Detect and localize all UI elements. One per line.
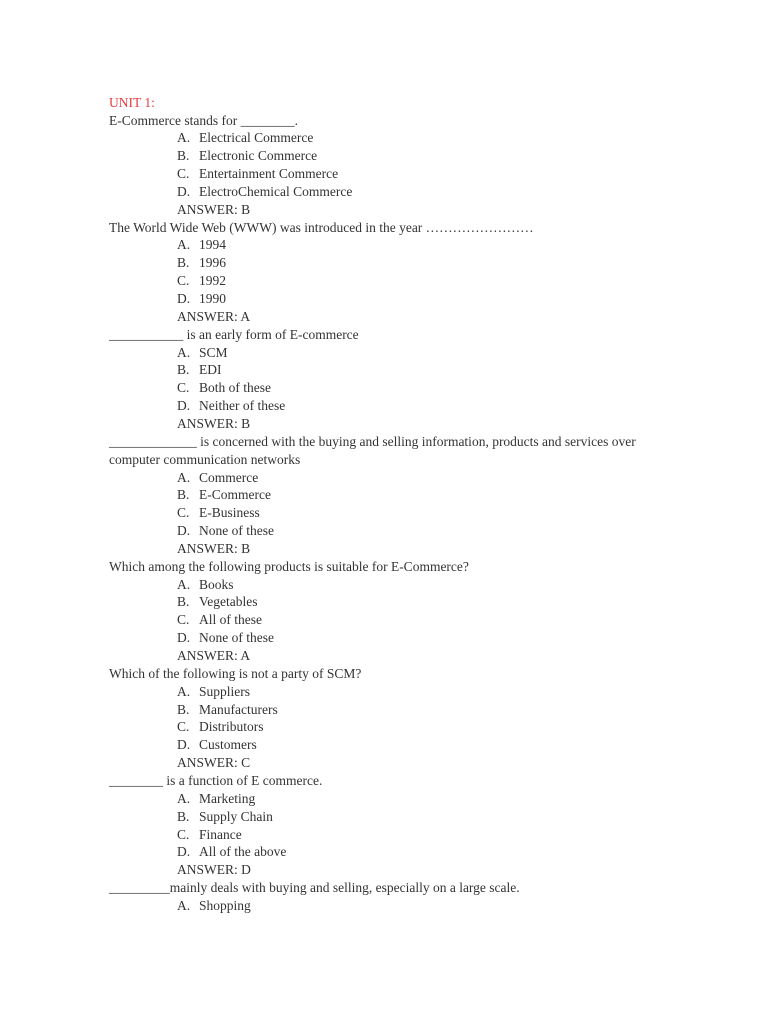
option-item bbox=[177, 576, 234, 594]
option-item bbox=[177, 361, 222, 379]
option-item bbox=[177, 397, 285, 415]
option-text: Neither of these bbox=[199, 398, 286, 414]
option-text: Suppliers bbox=[199, 683, 251, 699]
option-item bbox=[177, 504, 260, 522]
option-text: 1994 bbox=[199, 237, 226, 253]
option-letter: B. bbox=[177, 362, 190, 378]
option-item bbox=[177, 379, 271, 397]
option-letter: D. bbox=[177, 398, 191, 414]
option-text: SCM bbox=[199, 344, 228, 360]
option-letter: A. bbox=[177, 576, 191, 592]
option-text: E-Business bbox=[199, 505, 260, 521]
option-letter: A. bbox=[177, 130, 191, 146]
answer-line: ANSWER: D bbox=[177, 862, 251, 878]
answer-line: ANSWER: B bbox=[177, 415, 251, 431]
option-text: Vegetables bbox=[199, 594, 258, 610]
option-item bbox=[177, 736, 257, 754]
answer-line: ANSWER: A bbox=[177, 648, 251, 663]
option-letter: D. bbox=[177, 183, 191, 199]
option-letter: C. bbox=[177, 273, 190, 289]
option-item bbox=[177, 843, 286, 861]
option-text: All of these bbox=[199, 612, 262, 628]
option-letter: C. bbox=[177, 380, 190, 396]
option-text: 1990 bbox=[199, 291, 226, 306]
option-letter: B. bbox=[177, 148, 190, 164]
option-text: Supply Chain bbox=[199, 808, 273, 824]
option-item bbox=[177, 290, 226, 308]
option-text: All of the above bbox=[199, 844, 287, 860]
option-item bbox=[177, 826, 242, 844]
option-text: Electrical Commerce bbox=[199, 130, 314, 146]
option-letter: D. bbox=[177, 291, 191, 306]
option-text: Shopping bbox=[199, 897, 251, 913]
option-item bbox=[177, 272, 226, 290]
option-text: EDI bbox=[199, 362, 222, 378]
option-item bbox=[177, 147, 317, 165]
option-item bbox=[177, 486, 271, 504]
option-item bbox=[177, 897, 251, 915]
option-text: Commerce bbox=[199, 469, 259, 485]
option-letter: A. bbox=[177, 344, 191, 360]
option-letter: B. bbox=[177, 701, 190, 717]
option-letter: A. bbox=[177, 790, 191, 806]
unit-heading: UNIT 1: bbox=[109, 95, 155, 110]
option-text: 1996 bbox=[199, 255, 226, 271]
option-item bbox=[177, 344, 228, 362]
option-letter: A. bbox=[177, 469, 191, 485]
option-text: Both of these bbox=[199, 380, 271, 396]
answer-line: ANSWER: B bbox=[177, 201, 251, 217]
question-text: ___________ is an early form of E-commerce bbox=[109, 326, 359, 342]
option-letter: A. bbox=[177, 897, 191, 913]
option-letter: A. bbox=[177, 683, 191, 699]
option-letter: A. bbox=[177, 237, 191, 253]
option-letter: C. bbox=[177, 826, 190, 842]
answer-line: ANSWER: A bbox=[177, 308, 251, 324]
option-letter: C. bbox=[177, 505, 190, 521]
option-text: 1992 bbox=[199, 273, 226, 289]
option-letter: B. bbox=[177, 808, 190, 824]
option-item bbox=[177, 522, 274, 540]
option-item bbox=[177, 165, 338, 183]
option-letter: C. bbox=[177, 719, 190, 735]
option-item bbox=[177, 236, 226, 254]
option-letter: C. bbox=[177, 166, 190, 182]
option-item bbox=[177, 129, 313, 147]
option-letter: C. bbox=[177, 612, 190, 628]
question-text: E-Commerce stands for ________. bbox=[109, 112, 298, 128]
option-item bbox=[177, 808, 273, 826]
option-letter: D. bbox=[177, 737, 191, 753]
option-letter: D. bbox=[177, 630, 191, 646]
option-item bbox=[177, 790, 255, 808]
option-item bbox=[177, 254, 226, 272]
option-item bbox=[177, 183, 352, 201]
option-item bbox=[177, 593, 257, 611]
option-letter: D. bbox=[177, 523, 191, 539]
option-item bbox=[177, 469, 258, 487]
option-item bbox=[177, 629, 274, 647]
option-text: Books bbox=[199, 576, 234, 592]
option-text: Marketing bbox=[199, 790, 256, 806]
option-text: Customers bbox=[199, 737, 257, 753]
option-text: Entertainment Commerce bbox=[199, 166, 339, 182]
option-letter: B. bbox=[177, 594, 190, 610]
option-item bbox=[177, 718, 264, 736]
option-item bbox=[177, 611, 262, 629]
option-letter: B. bbox=[177, 487, 190, 503]
option-text: None of these bbox=[199, 523, 274, 539]
option-text: Finance bbox=[199, 826, 242, 842]
question-text: Which among the following products is suitable for E-Commerce? bbox=[109, 558, 469, 574]
option-letter: B. bbox=[177, 255, 190, 271]
question-text: The World Wide Web (WWW) was introduced in the year …………………… bbox=[109, 219, 534, 235]
question-text: Which of the following is not a party of SCM? bbox=[109, 665, 362, 681]
option-text: ElectroChemical Commerce bbox=[199, 183, 353, 199]
answer-line: ANSWER: C bbox=[177, 755, 251, 771]
answer-line: ANSWER: B bbox=[177, 540, 251, 556]
option-letter: D. bbox=[177, 844, 191, 860]
option-text: None of these bbox=[199, 630, 274, 646]
question-text: _____________ is concerned with the buying and selling information, products and services over computer communication networks bbox=[109, 433, 640, 467]
option-text: Distributors bbox=[199, 719, 264, 735]
option-text: Electronic Commerce bbox=[199, 148, 318, 164]
option-item bbox=[177, 683, 250, 701]
option-item bbox=[177, 701, 278, 719]
option-text: E-Commerce bbox=[199, 487, 271, 503]
option-text: Manufacturers bbox=[199, 701, 278, 717]
question-text: ________ is a function of E commerce. bbox=[109, 772, 323, 788]
question-text: _________mainly deals with buying and selling, especially on a large scale. bbox=[109, 880, 520, 896]
